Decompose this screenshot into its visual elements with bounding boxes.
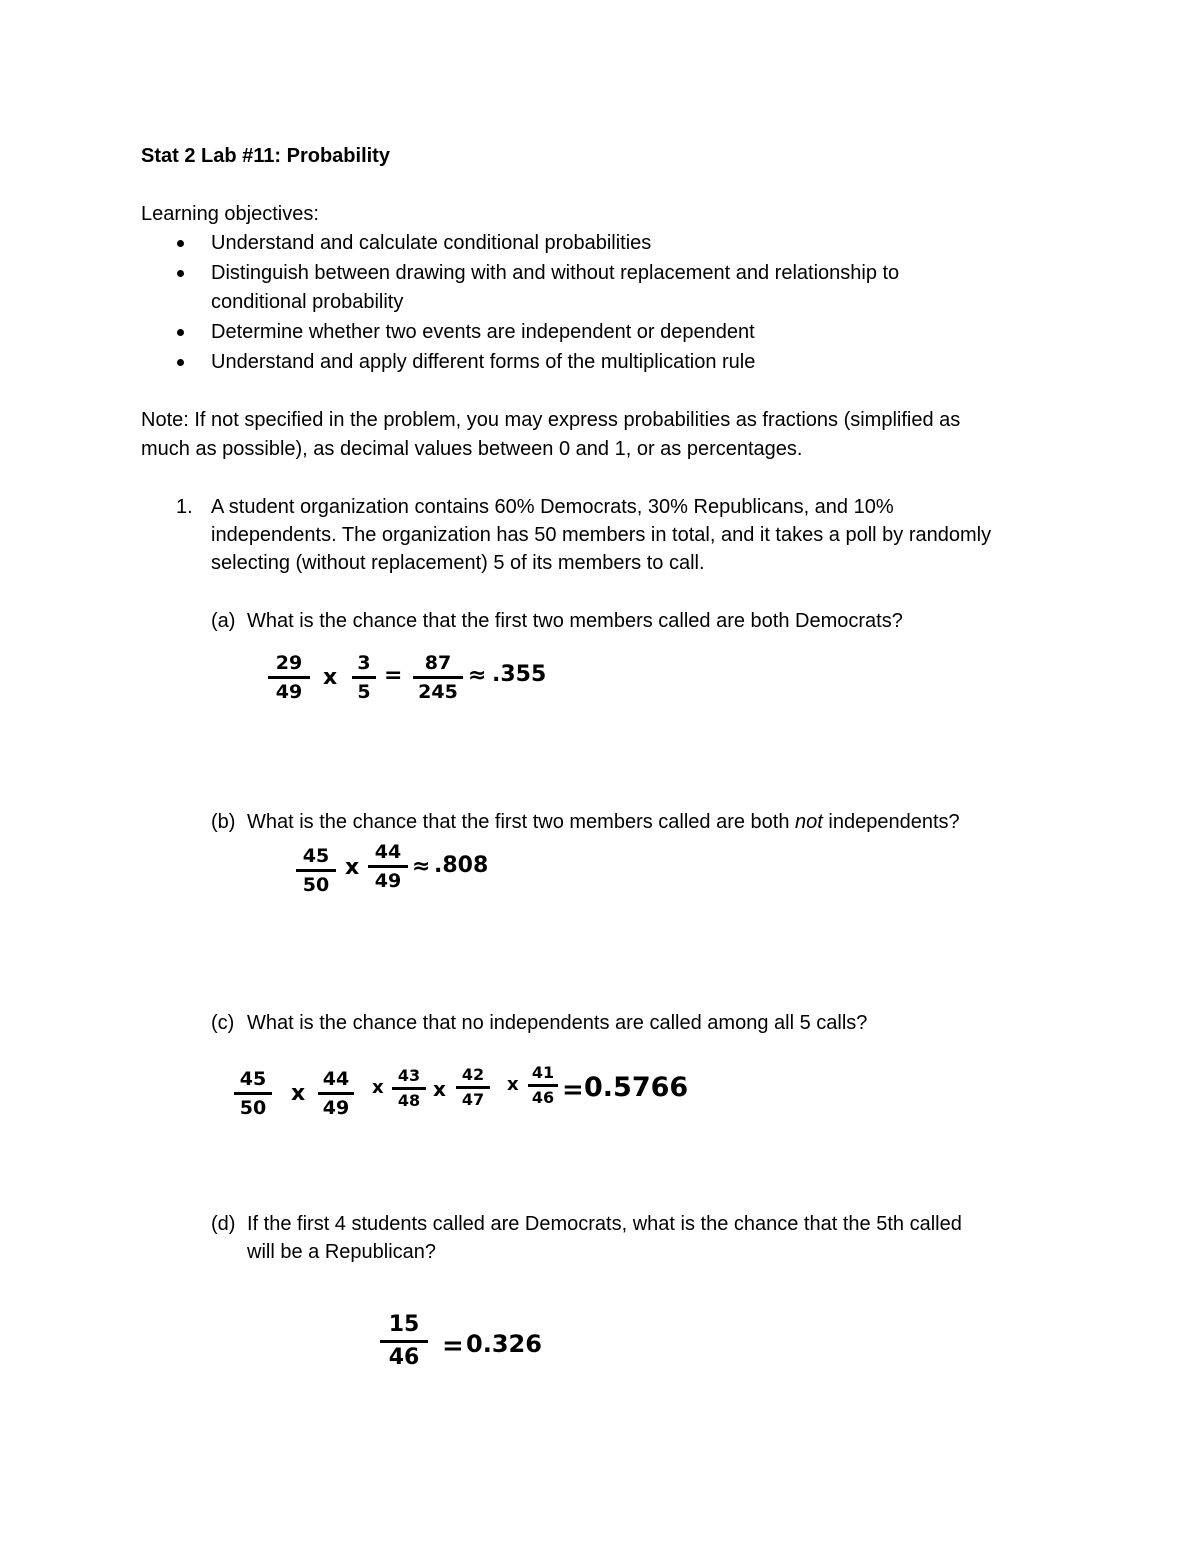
- handwritten-result: .808: [434, 853, 489, 878]
- denominator: 5: [357, 681, 371, 703]
- bullet-icon: [177, 270, 184, 277]
- problem-text: independents. The organization has 50 members in total, and it takes a poll by randomly: [211, 524, 992, 546]
- question-text: What is the chance that the first two members called are both: [247, 811, 796, 833]
- part-label: (a): [211, 610, 236, 632]
- numerator: 44: [322, 1068, 350, 1090]
- numerator: 45: [302, 845, 330, 867]
- times-sign: x: [507, 1074, 519, 1095]
- handwritten-fraction: [413, 652, 463, 703]
- denominator: 49: [374, 870, 402, 892]
- times-sign: x: [433, 1077, 446, 1101]
- times-sign: x: [291, 1081, 306, 1106]
- objective-item: Understand and calculate conditional probabilities: [211, 232, 652, 254]
- problem-text: selecting (without replacement) 5 of its members to call.: [211, 552, 705, 574]
- emphasis-text: not: [795, 811, 823, 833]
- handwritten-fraction: [234, 1068, 272, 1119]
- approx-sign: ≈: [412, 854, 431, 879]
- bullet-icon: [177, 359, 184, 366]
- handwritten-fraction: [368, 841, 408, 892]
- handwritten-fraction: [380, 1312, 428, 1371]
- handwritten-fraction: [352, 652, 376, 703]
- numerator: 3: [357, 652, 371, 674]
- problem-number: 1.: [176, 496, 193, 518]
- page-title: Stat 2 Lab #11: Probability: [141, 145, 390, 167]
- numerator: 41: [531, 1063, 555, 1082]
- part-question-continued: will be a Republican?: [247, 1241, 437, 1263]
- numerator: 42: [461, 1065, 485, 1084]
- times-sign: x: [345, 855, 360, 880]
- numerator: 43: [397, 1066, 421, 1085]
- note-line: much as possible), as decimal values between 0 and 1, or as percentages.: [141, 438, 803, 460]
- fraction-bar: [380, 1340, 428, 1343]
- approx-sign: ≈: [468, 663, 487, 688]
- part-question: What is the chance that no independents are called among all 5 calls?: [247, 1012, 868, 1034]
- handwritten-fraction: [528, 1064, 558, 1107]
- objectives-heading: Learning objectives:: [141, 203, 319, 225]
- part-label: (c): [211, 1012, 235, 1034]
- handwritten-fraction: [456, 1066, 490, 1109]
- denominator: 49: [275, 681, 303, 703]
- fraction-bar: [392, 1087, 426, 1090]
- fraction-bar: [456, 1086, 490, 1089]
- part-question: What is the chance that the first two members called are both Democrats?: [247, 610, 903, 632]
- equals-sign: =: [442, 1331, 464, 1361]
- handwritten-fraction: [296, 845, 336, 896]
- denominator: 46: [388, 1345, 420, 1370]
- question-text: independents?: [822, 811, 960, 833]
- part-label: (d): [211, 1213, 236, 1235]
- bullet-icon: [177, 329, 184, 336]
- times-sign: x: [323, 665, 338, 690]
- part-question: If the first 4 students called are Democrats, what is the chance that the 5th called: [247, 1213, 962, 1235]
- numerator: 15: [388, 1312, 420, 1337]
- note-line: Note: If not specified in the problem, you may express probabilities as fractions (simplified as: [141, 409, 961, 431]
- fraction-bar: [352, 676, 376, 679]
- denominator: 245: [418, 681, 458, 703]
- denominator: 46: [531, 1088, 555, 1107]
- fraction-bar: [234, 1092, 272, 1095]
- handwritten-result: 0.326: [466, 1330, 542, 1358]
- objective-item: Distinguish between drawing with and without replacement and relationship to: [211, 262, 900, 284]
- numerator: 44: [374, 841, 402, 863]
- fraction-bar: [268, 676, 310, 679]
- handwritten-fraction: [392, 1067, 426, 1110]
- fraction-bar: [413, 676, 463, 679]
- handwritten-result: .355: [492, 662, 547, 687]
- problem-text: A student organization contains 60% Democrats, 30% Republicans, and 10%: [211, 496, 894, 518]
- denominator: 49: [322, 1097, 350, 1119]
- times-sign: x: [372, 1077, 384, 1098]
- denominator: 48: [397, 1091, 421, 1110]
- fraction-bar: [296, 869, 336, 872]
- handwritten-fraction: [318, 1068, 354, 1119]
- fraction-bar: [528, 1084, 558, 1087]
- equals-sign: =: [384, 663, 403, 688]
- numerator: 29: [275, 652, 303, 674]
- bullet-icon: [177, 240, 184, 247]
- numerator: 87: [424, 652, 452, 674]
- handwritten-fraction: [268, 652, 310, 703]
- objective-item-continued: conditional probability: [211, 291, 404, 313]
- fraction-bar: [368, 865, 408, 868]
- equals-sign: =: [562, 1075, 584, 1105]
- numerator: 45: [239, 1068, 267, 1090]
- denominator: 50: [302, 874, 330, 896]
- part-question: [247, 808, 960, 837]
- fraction-bar: [318, 1092, 354, 1095]
- denominator: 50: [239, 1097, 267, 1119]
- objective-item: Understand and apply different forms of the multiplication rule: [211, 351, 756, 373]
- part-label: (b): [211, 811, 236, 833]
- denominator: 47: [461, 1090, 485, 1109]
- objective-item: Determine whether two events are independent or dependent: [211, 321, 755, 343]
- handwritten-result: 0.5766: [584, 1072, 689, 1103]
